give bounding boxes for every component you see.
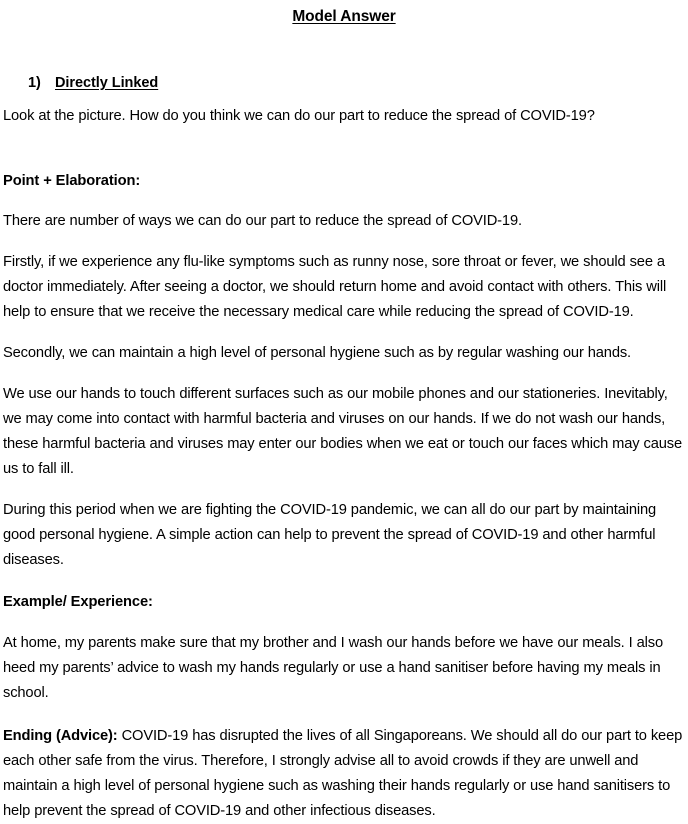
section-heading-example-experience: Example/ Experience: [3,594,153,610]
page-title [3,0,685,26]
paragraph-firstly: Firstly, if we experience any flu-like symptoms such as runny nose, sore throat or fever, we should see a doctor immediately. After seeing a doctor, we should return home and avoid contact with others. This will help to ensure that we receive the necessary medical care while reducing the spread of COVID-19. [3,254,667,320]
page-title-text: Model Answer [292,8,396,25]
paragraph-ending-advice [3,706,685,824]
paragraph-intro: There are number of ways we can do our part to reduce the spread of COVID-19. [3,213,522,229]
paragraph-during-this-period: During this period when we are fighting the COVID-19 pandemic, we can all do our part by maintaining good personal hygiene. A simple action can help to prevent the spread of COVID-19 and other harmful diseases. [3,502,657,568]
paragraph-secondly: Secondly, we can maintain a high level of personal hygiene such as by regular washing our hands. [3,345,631,361]
section-heading-point-elaboration: Point + Elaboration: [3,173,141,189]
ending-body-text: COVID-19 has disrupted the lives of all Singaporeans. We should all do our part to keep each other safe from the virus. Therefore, I strongly advise all to avoid crowds if they are unwell and maintain a high level of personal hygiene such as washing their hands regularly or use hand sanitisers to help prevent the spread of COVID-19 and other infectious diseases. [3,728,683,819]
paragraph-hands-elaboration: We use our hands to touch different surfaces such as our mobile phones and our stationeries. Inevitably, we may come into contact with harmful bacteria and viruses on our hands. If we do not wash our hands, these harmful bacteria and viruses may enter our bodies when we eat or touch our faces which may cause us to fall ill. [3,386,683,477]
paragraph-personal-example: At home, my parents make sure that my brother and I wash our hands before we have our meals. I also heed my parents’ advice to wash my hands regularly or use a hand sanitiser before having my meals in school. [3,635,664,701]
question-heading-label: Directly Linked [55,75,159,91]
question-prompt: Look at the picture. How do you think we can do our part to reduce the spread of COVID-19? [3,108,595,124]
ending-lead-label: Ending (Advice): [3,728,118,744]
question-heading [3,26,685,93]
question-number: 1) [28,75,41,91]
